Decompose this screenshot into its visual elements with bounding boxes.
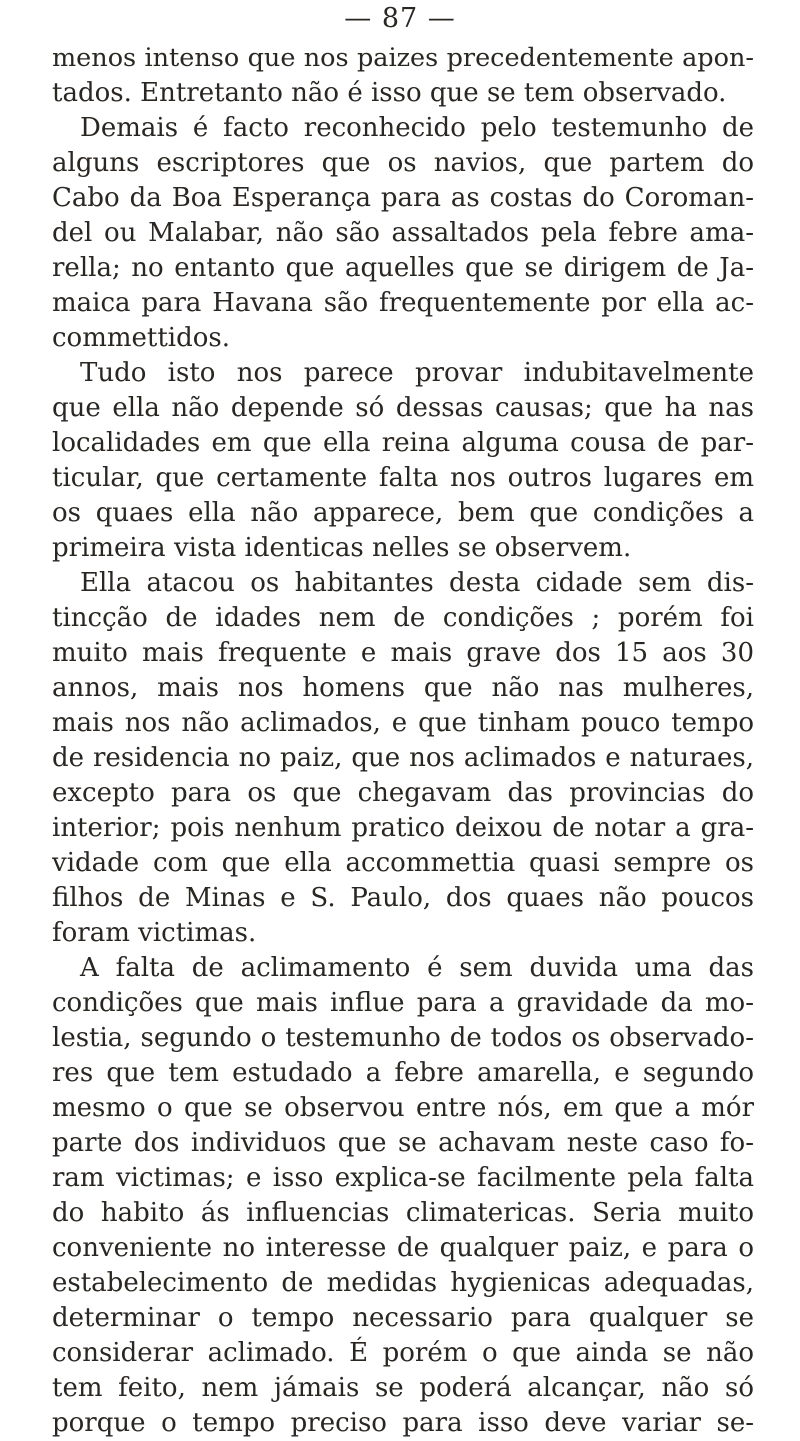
text-line: primeira vista identicas nelles se observem. xyxy=(52,533,632,563)
text-line: mais nos não aclimados, e que tinham pouco tempo xyxy=(52,708,754,738)
text-line: Cabo da Boa Esperança para as costas do Coroman- xyxy=(52,183,754,213)
text-line: parte dos individuos que se achavam neste caso fo- xyxy=(52,1128,754,1158)
text-line: do habito ás influencias climatericas. Seria muito xyxy=(52,1198,754,1228)
text-line: conveniente no interesse de qualquer paiz, e para o xyxy=(52,1233,754,1263)
text-line: del ou Malabar, não são assaltados pela febre ama- xyxy=(52,218,754,248)
text-line: menos intenso que nos paizes precedentemente apon- xyxy=(52,43,754,73)
text-line: que ella não depende só dessas causas; que ha nas xyxy=(52,393,754,423)
text-line: A falta de aclimamento é sem duvida uma das xyxy=(80,953,754,983)
text-line: excepto para os que chegavam das provincias do xyxy=(52,778,754,808)
text-line: res que tem estudado a febre amarella, e segundo xyxy=(52,1058,754,1088)
text-line: ram victimas; e isso explica-se facilmente pela falta xyxy=(52,1163,754,1193)
text-line: maica para Havana são frequentemente por ella ac- xyxy=(52,288,754,318)
text-line: alguns escriptores que os navios, que partem do xyxy=(52,148,754,178)
text-line: tados. Entretanto não é isso que se tem observado. xyxy=(52,78,727,108)
text-line: os quaes ella não apparece, bem que condições a xyxy=(52,498,754,528)
text-line: rella; no entanto que aquelles que se dirigem de Ja- xyxy=(52,253,754,283)
text-line: ticular, que certamente falta nos outros lugares em xyxy=(52,463,754,493)
text-line: vidade com que ella accommettia quasi sempre os xyxy=(52,848,754,878)
text-line: foram victimas. xyxy=(52,918,257,948)
text-line: tem feito, nem jámais se poderá alcançar, não só xyxy=(52,1373,754,1403)
text-line: de residencia no paiz, que nos aclimados e naturaes, xyxy=(52,743,754,773)
text-line: interior; pois nenhum pratico deixou de notar a gra- xyxy=(52,813,754,843)
text-line: localidades em que ella reina alguma cousa de par- xyxy=(52,428,754,458)
text-line: filhos de Minas e S. Paulo, dos quaes não poucos xyxy=(52,883,754,913)
text-line: lestia, segundo o testemunho de todos os observado- xyxy=(52,1023,754,1053)
text-line: muito mais frequente e mais grave dos 15 aos 30 xyxy=(52,638,754,668)
text-line: mesmo o que se observou entre nós, em que a mór xyxy=(52,1093,754,1123)
text-line: porque o tempo preciso para isso deve variar se- xyxy=(52,1408,754,1438)
body-text xyxy=(52,41,754,1441)
text-line: Ella atacou os habitantes desta cidade sem dis- xyxy=(80,568,754,598)
text-line: Tudo isto nos parece provar indubitavelmente xyxy=(80,358,754,388)
text-line: determinar o tempo necessario para qualquer se xyxy=(52,1303,754,1333)
text-line: annos, mais nos homens que não nas mulheres, xyxy=(52,673,754,703)
text-line: considerar aclimado. É porém o que ainda se não xyxy=(52,1338,754,1368)
text-line: commettidos. xyxy=(52,323,231,353)
page-number: — 87 — xyxy=(344,3,456,34)
text-line: tincção de idades nem de condições ; porém foi xyxy=(52,603,754,633)
text-line: condições que mais influe para a gravidade da mo- xyxy=(52,988,754,1018)
text-line: estabelecimento de medidas hygienicas adequadas, xyxy=(52,1268,754,1298)
text-line: Demais é facto reconhecido pelo testemunho de xyxy=(80,113,754,143)
